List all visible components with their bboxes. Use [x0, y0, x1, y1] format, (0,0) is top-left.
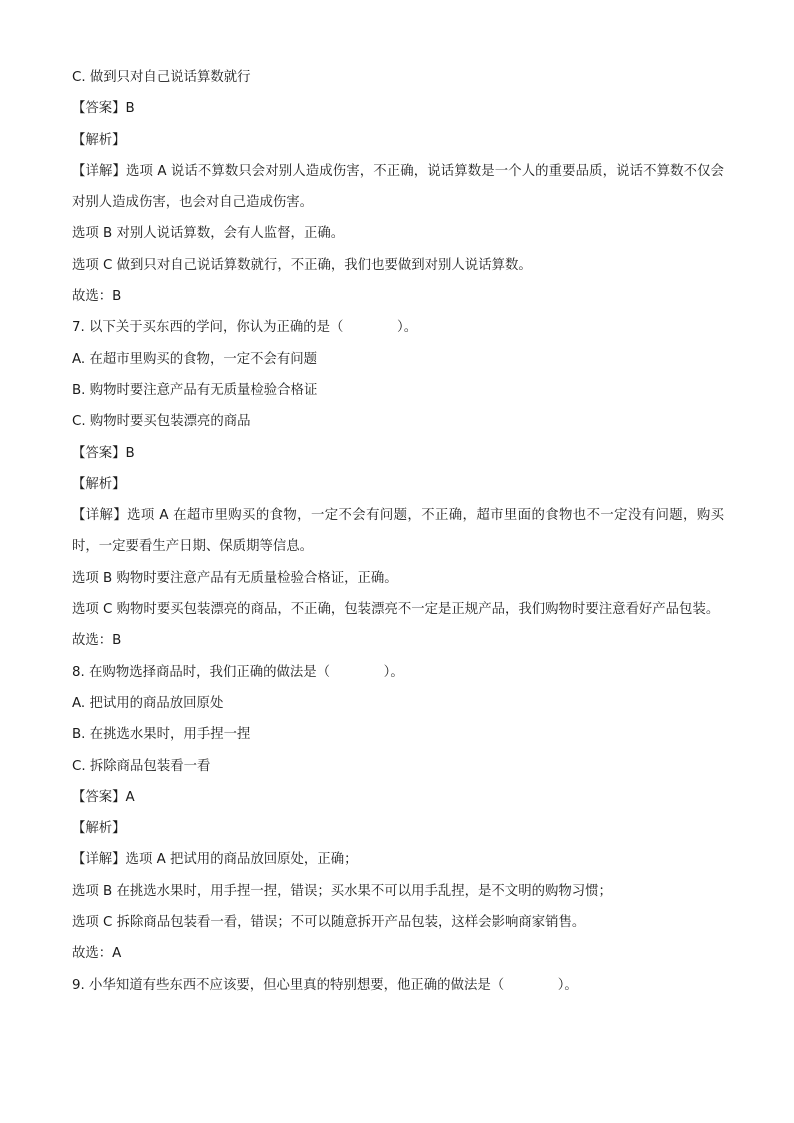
- q7-detail-c: 选项 C 购物时要买包装漂亮的商品，不正确，包装漂亮不一定是正规产品，我们购物时要注意看好产品包装。: [72, 602, 720, 618]
- q6-option-c: C. 做到只对自己说话算数就行: [72, 70, 251, 85]
- q7-option-b: B. 购物时要注意产品有无质量检验合格证: [72, 382, 318, 398]
- q8-option-c: C. 拆除商品包装看一看: [72, 758, 211, 774]
- q7-option-c: C. 购物时要买包装漂亮的商品: [72, 414, 251, 430]
- q8-answer: 【答案】A: [72, 789, 135, 805]
- q7-answer: 【答案】B: [72, 445, 135, 461]
- q8-detail-b: 选项 B 在挑选水果时，用手捏一捏，错误；买水果不可以用手乱捏，是不文明的购物习惯；: [72, 883, 612, 899]
- q6-detail-a: 【详解】选项 A 说话不算数只会对别人造成伤害，不正确，说话算数是一个人的重要品质，说话不算数不仅会对别人造成伤害，也会对自己造成伤害。: [72, 163, 724, 211]
- q9-question: 9. 小华知道有些东西不应该要，但心里真的特别想要，他正确的做法是（ ）。: [72, 977, 578, 993]
- q7-detail-b: 选项 B 购物时要注意产品有无质量检验合格证，正确。: [72, 570, 398, 586]
- q7-question: 7. 以下关于买东西的学问，你认为正确的是（ ）。: [72, 320, 418, 336]
- document-page: [72, 62, 724, 1001]
- q8-conclusion: 故选：A: [72, 946, 122, 962]
- q7-analysis-heading: 【解析】: [72, 476, 126, 492]
- q8-option-a: A. 把试用的商品放回原处: [72, 695, 224, 711]
- q8-detail-c: 选项 C 拆除商品包装看一看，错误；不可以随意拆开产品包装，这样会影响商家销售。: [72, 915, 586, 931]
- q6-analysis-heading: 【解析】: [72, 132, 126, 148]
- q6-conclusion: 故选：B: [72, 289, 122, 305]
- q6-detail-c: 选项 C 做到只对自己说话算数就行，不正确，我们也要做到对别人说话算数。: [72, 257, 532, 273]
- q6-answer: 【答案】B: [72, 101, 135, 117]
- q7-option-a: A. 在超市里购买的食物，一定不会有问题: [72, 351, 318, 367]
- q8-detail-a: 【详解】选项 A 把试用的商品放回原处，正确；: [72, 852, 358, 868]
- q8-question: 8. 在购物选择商品时，我们正确的做法是（ ）。: [72, 664, 404, 680]
- q6-detail-b: 选项 B 对别人说话算数，会有人监督，正确。: [72, 226, 345, 242]
- q8-analysis-heading: 【解析】: [72, 821, 126, 837]
- q7-detail-a: 【详解】选项 A 在超市里购买的食物，一定不会有问题，不正确，超市里面的食物也不一定没有问题，购买时，一定要看生产日期、保质期等信息。: [72, 508, 724, 555]
- q8-option-b: B. 在挑选水果时，用手捏一捏: [72, 727, 251, 743]
- q7-conclusion: 故选：B: [72, 633, 122, 649]
